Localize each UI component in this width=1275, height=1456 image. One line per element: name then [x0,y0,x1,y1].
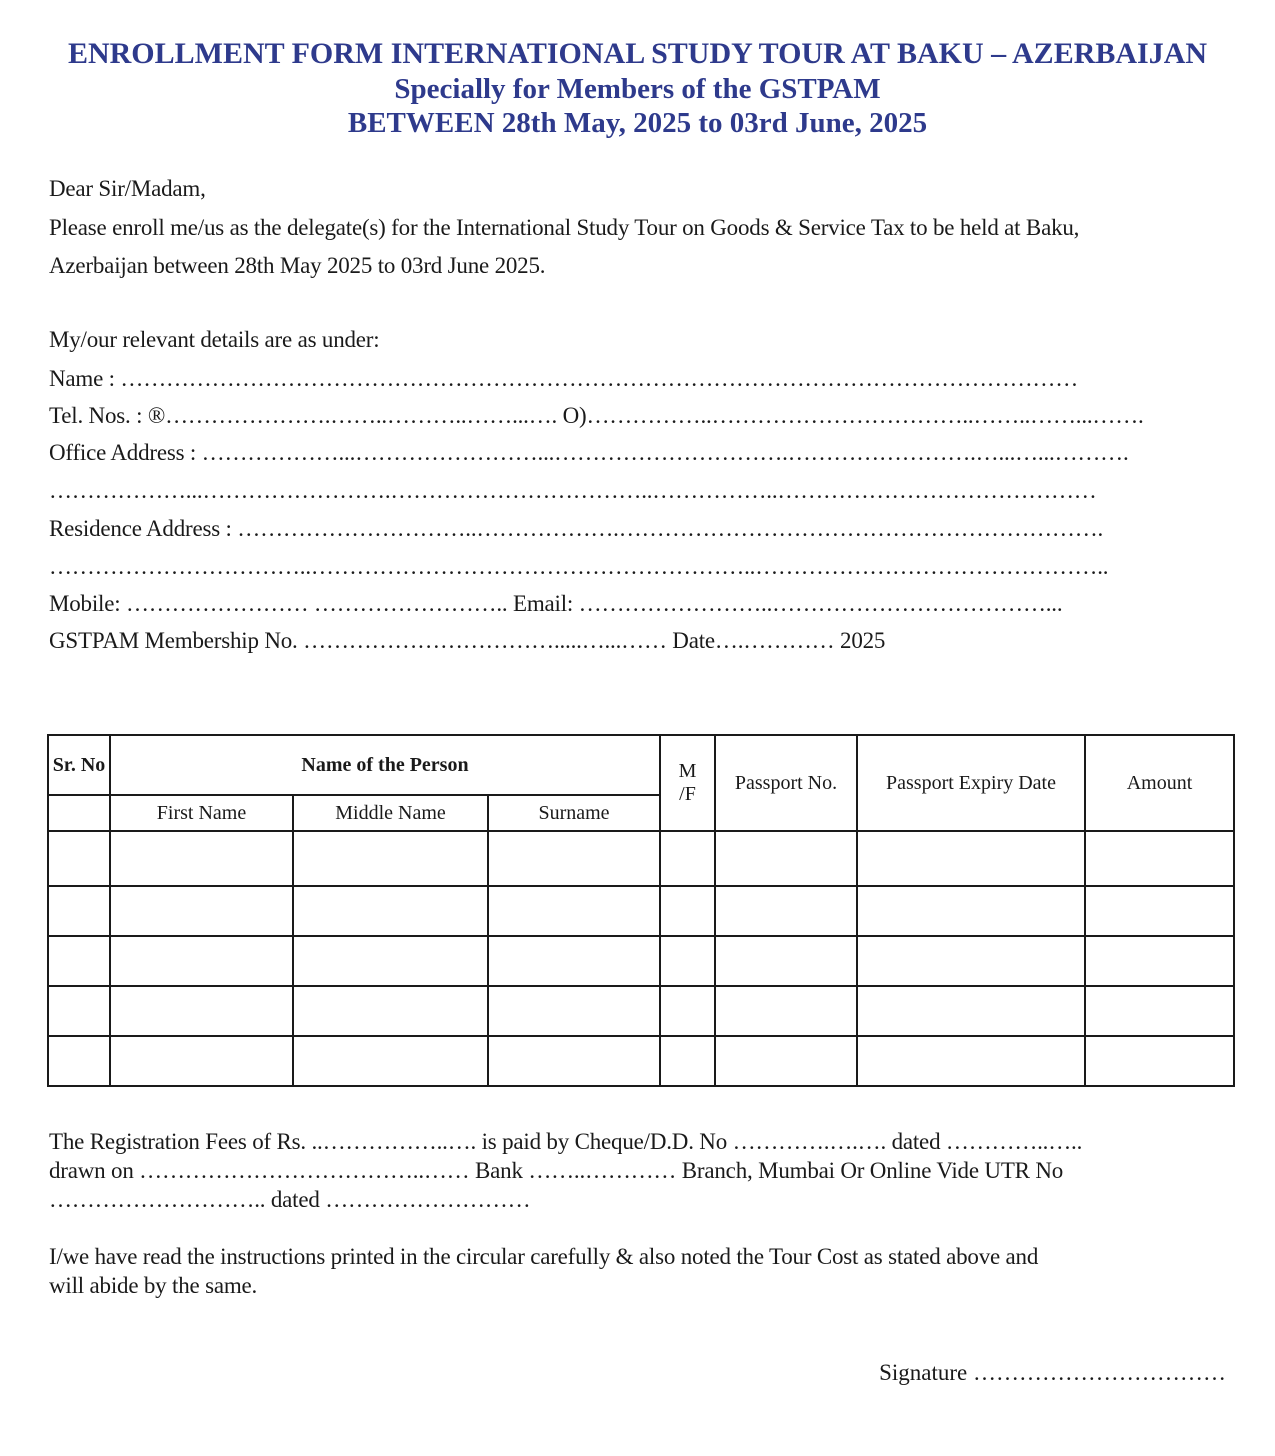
intro-line-2: Azerbaijan between 28th May 2025 to 03rd June 2025. [49,253,546,278]
header-passport-expiry: Passport Expiry Date [857,735,1085,831]
declaration-line-1: I/we have read the instructions printed in the circular carefully & also noted the Tour Cost as stated above and [49,1244,1039,1269]
tel-field[interactable]: Tel. Nos. : ®………………….……..………..……...…. O)……………..……………………………..……..……...……. [49,403,1144,428]
cell-passport-expiry[interactable] [857,986,1085,1036]
tour-dates: BETWEEN 28th May, 2025 to 03rd June, 2025 [347,107,928,139]
cell-middle-name[interactable] [293,936,488,986]
header-amount: Amount [1085,735,1234,831]
office-address-field[interactable]: Office Address : ………………...……………………...………………………….…………………….…...…...………. [49,440,1129,465]
payment-line-3[interactable]: ……………………….. dated ……………………… [49,1187,531,1212]
cell-first-name[interactable] [110,886,293,936]
cell-passport-no[interactable] [715,831,857,886]
cell-passport-no[interactable] [715,886,857,936]
delegate-rows [48,831,1234,1086]
cell-surname[interactable] [488,886,660,936]
cell-amount[interactable] [1085,986,1234,1036]
payment-line-1[interactable]: The Registration Fees of Rs. ..……………..…. is paid by Cheque/D.D. No ………….….…. dated …………..….. [49,1129,1083,1154]
office-address-continued[interactable]: ………………...…………………….……………………………..……………..…………………………………… [49,478,1097,503]
cell-amount[interactable] [1085,1036,1234,1086]
header-sr-no: Sr. No [48,735,110,795]
table-row [48,1036,1234,1086]
cell-sr[interactable] [48,886,110,936]
cell-gender[interactable] [660,986,715,1036]
cell-first-name[interactable] [110,1036,293,1086]
cell-surname[interactable] [488,1036,660,1086]
header-name-of-person: Name of the Person [110,735,660,795]
salutation: Dear Sir/Madam, [49,176,206,201]
cell-first-name[interactable] [110,831,293,886]
residence-address-field[interactable]: Residence Address : …………………………..……………….………………………………………………………. [49,516,1104,541]
cell-amount[interactable] [1085,886,1234,936]
cell-passport-no[interactable] [715,936,857,986]
cell-sr[interactable] [48,936,110,986]
table-row [48,831,1234,886]
signature-field[interactable]: Signature …………………………… [879,1360,1226,1385]
mobile-email-field[interactable]: Mobile: …………………… …………………….. Email: ……………………..………………………………... [49,591,1063,616]
form-title: ENROLLMENT FORM INTERNATIONAL STUDY TOUR AT BAKU – AZERBAIJAN [67,37,1208,70]
cell-passport-expiry[interactable] [857,936,1085,986]
cell-middle-name[interactable] [293,886,488,936]
cell-gender[interactable] [660,831,715,886]
name-field[interactable]: Name : ……………………………………………………………………………………………………………… [49,366,1079,391]
table-row [48,936,1234,986]
cell-gender[interactable] [660,886,715,936]
cell-middle-name[interactable] [293,986,488,1036]
cell-surname[interactable] [488,831,660,886]
cell-gender[interactable] [660,936,715,986]
cell-surname[interactable] [488,986,660,1036]
cell-passport-expiry[interactable] [857,886,1085,936]
cell-sr[interactable] [48,986,110,1036]
declaration-line-2: will abide by the same. [49,1273,258,1298]
header-middle-name: Middle Name [293,795,488,831]
header-first-name: First Name [110,795,293,831]
delegates-table [47,734,1235,1087]
cell-passport-no[interactable] [715,986,857,1036]
cell-passport-expiry[interactable] [857,831,1085,886]
cell-amount[interactable] [1085,831,1234,886]
header-passport-no: Passport No. [715,735,857,831]
table-row [48,986,1234,1036]
cell-middle-name[interactable] [293,1036,488,1086]
payment-line-2[interactable]: drawn on ………………………………..…… Bank ……..………… Branch, Mumbai Or Online Vide UTR No [49,1158,1064,1183]
membership-date-field[interactable]: GSTPAM Membership No. …………………………….....…...…… Date….………… 2025 [49,628,886,653]
cell-gender[interactable] [660,1036,715,1086]
cell-passport-expiry[interactable] [857,1036,1085,1086]
cell-surname[interactable] [488,936,660,986]
cell-middle-name[interactable] [293,831,488,886]
intro-line-1: Please enroll me/us as the delegate(s) for the International Study Tour on Goods & Service Tax to be held at Baku, [49,215,1080,240]
header-gender: M /F [660,735,715,831]
cell-sr[interactable] [48,1036,110,1086]
details-heading: My/our relevant details are as under: [49,327,380,352]
form-subtitle: Specially for Members of the GSTPAM [394,73,881,105]
cell-amount[interactable] [1085,936,1234,986]
cell-first-name[interactable] [110,936,293,986]
table-row [48,886,1234,936]
residence-address-continued[interactable]: ……………………………..…………………………………………………..……………………………………….. [49,554,1109,579]
header-surname: Surname [488,795,660,831]
cell-first-name[interactable] [110,986,293,1036]
header-sr-blank [48,795,110,831]
cell-sr[interactable] [48,831,110,886]
cell-passport-no[interactable] [715,1036,857,1086]
